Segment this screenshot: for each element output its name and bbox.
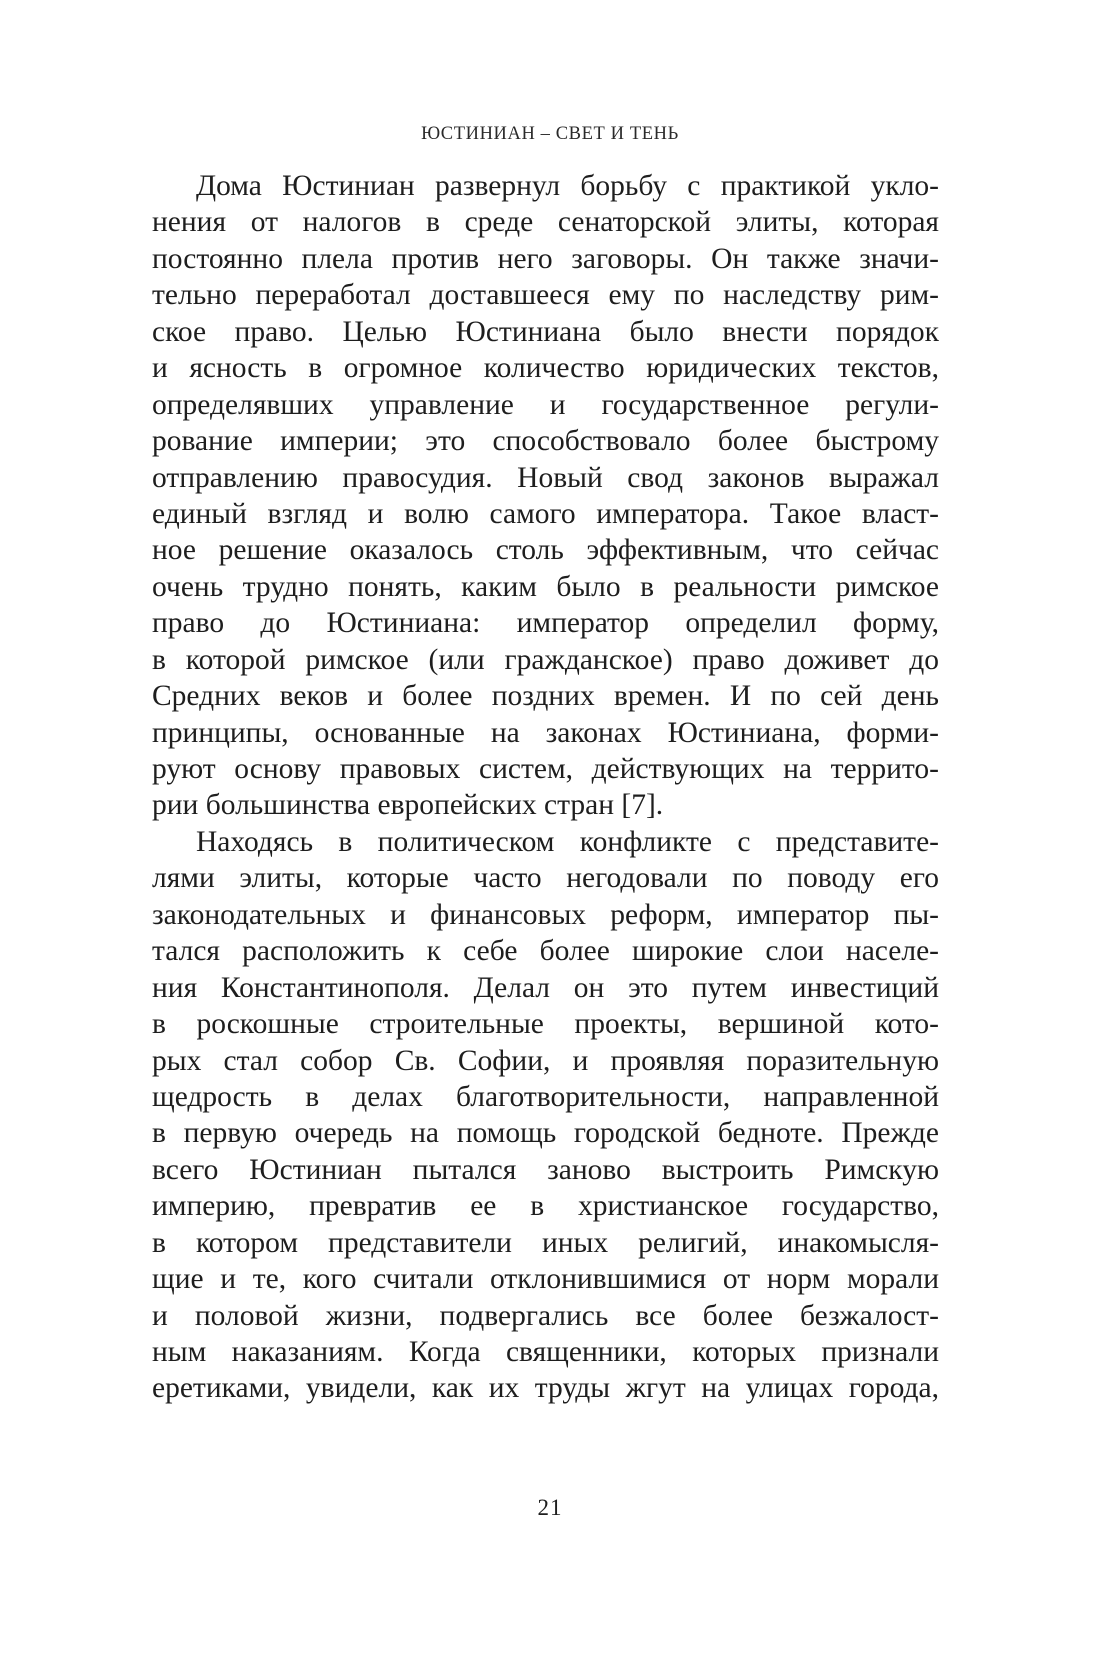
text-line: постоянно плела против него заговоры. Он также значи-: [152, 242, 939, 275]
running-header: ЮСТИНИАН – СВЕТ И ТЕНЬ: [421, 124, 679, 144]
text-line: единый взгляд и волю самого императора. Такое власт-: [152, 497, 939, 530]
paragraph-1: [152, 168, 939, 824]
text-line: тался расположить к себе более широкие слои населе-: [152, 935, 939, 968]
text-line: ния Константинополя. Делал он это путем инвестиций: [152, 971, 939, 1004]
text-line: Средних веков и более поздних времен. И по сей день: [152, 680, 939, 713]
text-line: еретиками, увидели, как их труды жгут на улицах города,: [152, 1372, 939, 1405]
text-line: отправлению правосудия. Новый свод законов выражал: [152, 461, 939, 494]
text-line: в которой римское (или гражданское) право доживет до: [152, 643, 939, 676]
text-line: руют основу правовых систем, действующих на террито-: [152, 753, 939, 785]
text-line: рых стал собор Св. Софии, и проявляя поразительную: [152, 1044, 939, 1077]
text-line: нения от налогов в среде сенаторской элиты, которая: [152, 206, 939, 239]
text-line: ское право. Целью Юстиниана было внести порядок: [152, 315, 939, 348]
text-line: законодательных и финансовых реформ, император пы-: [152, 898, 939, 931]
text-line: в роскошные строительные проекты, вершиной кото-: [152, 1008, 939, 1041]
text-line: и половой жизни, подвергались все более безжалост-: [152, 1299, 939, 1332]
text-line: и ясность в огромное количество юридических текстов,: [152, 352, 939, 385]
text-line: ное решение оказалось столь эффективным, что сейчас: [152, 534, 939, 567]
text-line: очень трудно понять, каким было в реальности римское: [152, 570, 939, 603]
text-line: рование империи; это способствовало более быстрому: [152, 425, 939, 458]
text-line: Находясь в политическом конфликте с представите-: [196, 825, 939, 858]
text-line: щие и те, кого считали отклонившимися от норм морали: [152, 1263, 939, 1296]
text-line: тельно переработал доставшееся ему по наследству рим-: [152, 279, 939, 312]
text-line: империю, превратив ее в христианское государство,: [152, 1190, 939, 1223]
text-line: в первую очередь на помощь городской бедноте. Прежде: [152, 1117, 939, 1150]
paragraph-2: [152, 824, 939, 1407]
text-line: всего Юстиниан пытался заново выстроить Римскую: [152, 1153, 939, 1186]
text-line: в котором представители иных религий, инакомысля-: [152, 1226, 939, 1259]
text-line: право до Юстиниана: император определил форму,: [152, 607, 939, 640]
text-line: ным наказаниям. Когда священники, которых признали: [152, 1336, 939, 1368]
text-line: лями элиты, которые часто негодовали по поводу его: [152, 862, 939, 895]
page-number: 21: [537, 1495, 563, 1520]
text-line: щедрость в делах благотворительности, направленной: [152, 1080, 939, 1113]
text-line: Дома Юстиниан развернул борьбу с практикой укло-: [196, 170, 939, 202]
text-line: определявших управление и государственное регули-: [152, 388, 939, 421]
body-text: [152, 168, 939, 1407]
text-line: рии большинства европейских стран [7].: [152, 789, 664, 822]
text-line: принципы, основанные на законах Юстиниана, форми-: [152, 716, 939, 749]
